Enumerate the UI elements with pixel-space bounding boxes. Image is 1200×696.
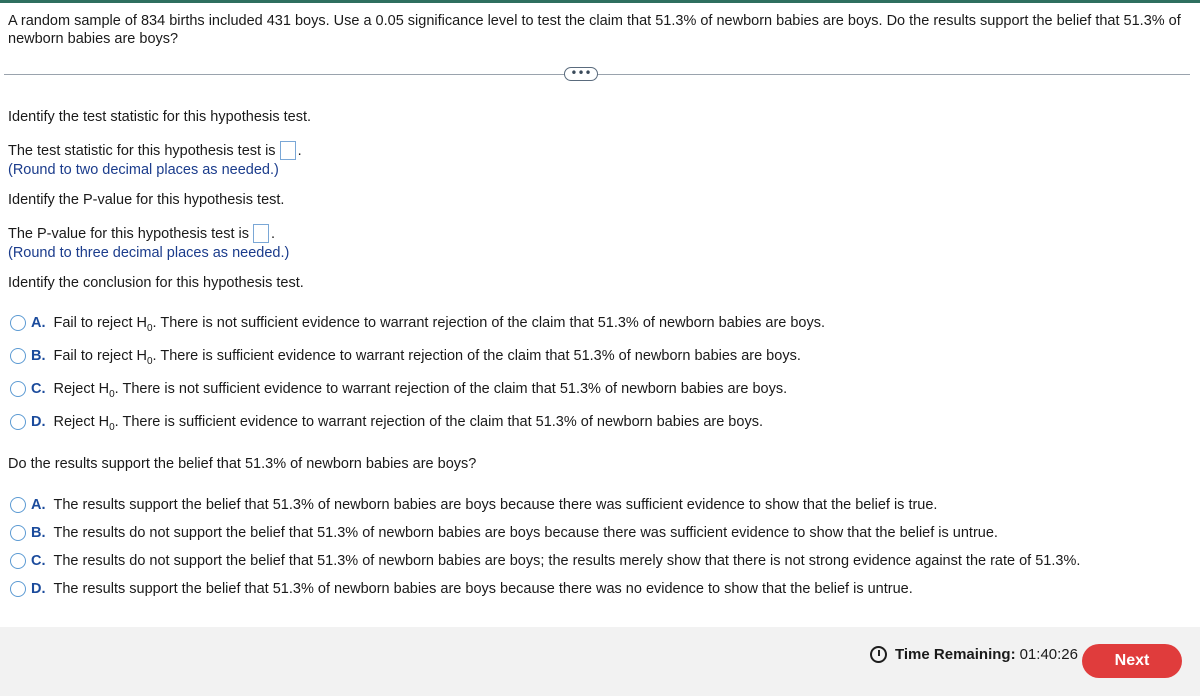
p-value-prompt: The P-value for this hypothesis test is [8,226,249,242]
radio-button[interactable] [10,381,26,397]
option-text: Reject $H_0$. There is not sufficient evidence to warrant rejection of the claim that 51.3% of newborn babies are boys. [53,381,788,400]
option-text: Reject $H_0$. There is sufficient evidence to warrant rejection of the claim that 51.3% of newborn babies are boys. [53,414,763,433]
radio-button[interactable] [10,581,26,597]
option-text: The results support the belief that 51.3% of newborn babies are boys because there was sufficient evidence to show that the belief is true. [53,497,938,513]
support-option-b[interactable]: B. The results do not support the belief that 51.3% of newborn babies are boys because there was sufficient evidence to show that the belief is untrue. [10,525,998,541]
radio-button[interactable] [10,525,26,541]
footer-bar [0,627,1200,696]
radio-button[interactable] [10,553,26,569]
p-value-line: The P-value for this hypothesis test is . [8,226,276,242]
radio-button[interactable] [10,315,26,331]
option-text: The results support the belief that 51.3% of newborn babies are boys because there was no evidence to show that the belief is untrue. [53,581,913,597]
conclusion-option-b[interactable]: B. Fail to reject $H_0$. There is sufficient evidence to warrant rejection of the claim that 51.3% of newborn babies are boys. [10,348,801,364]
p-value-heading: Identify the P-value for this hypothesis test. [8,192,285,208]
conclusion-heading: Identify the conclusion for this hypothesis test. [8,275,304,291]
question-text: A random sample of 834 births included 431 boys. Use a 0.05 significance level to test the claim that 51.3% of newborn babies are boys. Do the results support the belief that 51.3% of newborn babies are boys? [8,13,1181,47]
radio-button[interactable] [10,497,26,513]
test-statistic-input[interactable] [280,141,296,160]
support-option-c[interactable]: C. The results do not support the belief that 51.3% of newborn babies are boys; the results merely show that there is not strong evidence against the rate of 51.3%. [10,553,1080,569]
option-text: Fail to reject $H_0$. There is sufficient evidence to warrant rejection of the claim that 51.3% of newborn babies are boys. [53,348,801,367]
p-value-rounding-hint: (Round to three decimal places as needed.) [8,245,290,261]
test-statistic-prompt: The test statistic for this hypothesis test is [8,143,276,159]
test-statistic-line: The test statistic for this hypothesis test is . [8,143,302,159]
timer-value: 01:40:26 [1019,646,1078,663]
option-text: The results do not support the belief that 51.3% of newborn babies are boys because there was sufficient evidence to show that the belief is untrue. [53,525,998,541]
conclusion-option-a[interactable]: A. Fail to reject $H_0$. There is not sufficient evidence to warrant rejection of the claim that 51.3% of newborn babies are boys. [10,315,825,331]
p-value-input[interactable] [253,224,269,243]
radio-button[interactable] [10,348,26,364]
radio-button[interactable] [10,414,26,430]
test-statistic-heading: Identify the test statistic for this hypothesis test. [8,109,312,125]
time-remaining [870,646,1078,663]
top-accent-bar [0,0,1200,3]
expand-more-button[interactable]: ••• [564,67,598,81]
conclusion-option-c[interactable]: C. Reject $H_0$. There is not sufficient evidence to warrant rejection of the claim that 51.3% of newborn babies are boys. [10,381,787,397]
test-statistic-rounding-hint: (Round to two decimal places as needed.) [8,162,279,178]
support-question-heading: Do the results support the belief that 51.3% of newborn babies are boys? [8,456,477,472]
support-option-a[interactable]: A. The results support the belief that 51.3% of newborn babies are boys because there was sufficient evidence to show that the belief is true. [10,497,937,513]
next-button[interactable]: Next [1082,644,1182,678]
option-text: Fail to reject $H_0$. There is not sufficient evidence to warrant rejection of the claim that 51.3% of newborn babies are boys. [53,315,826,334]
option-text: The results do not support the belief that 51.3% of newborn babies are boys; the results merely show that there is not strong evidence against the rate of 51.3%. [53,553,1081,569]
clock-icon [870,646,887,663]
support-option-d[interactable]: D. The results support the belief that 51.3% of newborn babies are boys because there was no evidence to show that the belief is untrue. [10,581,913,597]
timer-label: Time Remaining: [895,646,1016,663]
conclusion-option-d[interactable]: D. Reject $H_0$. There is sufficient evidence to warrant rejection of the claim that 51.3% of newborn babies are boys. [10,414,763,430]
